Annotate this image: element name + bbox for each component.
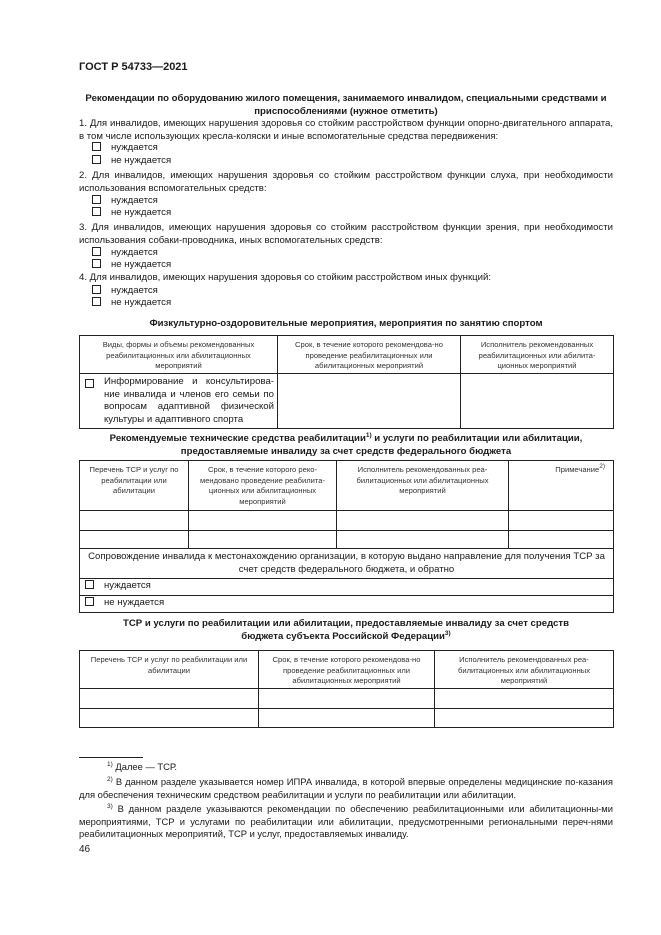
table-cell[interactable] <box>259 689 435 709</box>
table-cell[interactable] <box>80 511 189 531</box>
table-header-cell: Срок, в течение которого рекомендова-но проведение реабилитационных или абилитационных мероприятий <box>259 651 435 689</box>
footnote-divider <box>79 757 143 758</box>
table-cell[interactable] <box>509 531 614 549</box>
table-header-cell: Примечание$^{2)}$ <box>509 461 614 511</box>
footnote-3: $^{3)}$ В данном разделе указываются рекомендации по обеспечению реабилитационными или абилитационны-ми мероприятиями, ТСР и услугами по реабилитации или абилитации, предусмотренными региональными переч-нями реабилитационных мероприятий, ТСР и услуг, предоставляемых инвалиду. <box>79 803 613 839</box>
table-header-cell: Перечень ТСР и услуг по реабилитации или абилитации <box>80 651 259 689</box>
checkbox-icon[interactable] <box>92 195 101 204</box>
table-header-cell: Срок, в течение которого реко-мендовано проведение реабилита-ционных или абилитационных мероприятий <box>189 461 337 511</box>
table-cell[interactable] <box>80 531 189 549</box>
item-2-option-not-needs[interactable]: не нуждается <box>92 207 171 220</box>
escort-option-needs[interactable]: нуждается <box>80 579 614 596</box>
table-cell[interactable] <box>435 689 614 709</box>
item-3-text: 3. Для инвалидов, имеющих нарушения здоровья со стойким расстройством функции зрения, при необходимости использования собаки-проводника, иных вспомогательных средств: <box>79 222 613 246</box>
item-1-option-not-needs[interactable]: не нуждается <box>92 155 171 168</box>
item-2-option-needs[interactable]: нуждается <box>92 195 158 208</box>
table-cell[interactable] <box>259 709 435 728</box>
item-4-text: 4. Для инвалидов, имеющих нарушения здоровья со стойким расстройством иных функций: <box>79 272 492 283</box>
table-header-cell: Исполнитель рекомендованных реабилитационных или абилита-ционных мероприятий <box>461 336 614 374</box>
checkbox-icon[interactable] <box>92 297 101 306</box>
checkbox-icon[interactable] <box>92 207 101 216</box>
standard-number: ГОСТ Р 54733—2021 <box>79 61 188 73</box>
escort-text: Сопровождение инвалида к местонахождению организации, в которую выдано направление для получения ТСР за счет средств федерального бюджета, и обратно <box>88 551 605 575</box>
item-4-option-not-needs[interactable]: не нуждается <box>92 297 171 310</box>
checkbox-icon[interactable] <box>92 259 101 268</box>
table-cell[interactable] <box>337 511 509 531</box>
section1-title: Рекомендации по оборудованию жилого помещения, занимаемого инвалидом, специальными средствами и приспособлениями (нужное отметить) <box>85 93 607 117</box>
section2-title: Физкультурно-оздоровительные мероприятия, мероприятия по занятию спортом <box>149 318 543 329</box>
table-header-cell: Срок, в течение которого рекомендова-но проведение реабилитационных или абилитационных мероприятий <box>278 336 461 374</box>
item-3-option-not-needs[interactable]: не нуждается <box>92 259 171 272</box>
item-3-option-needs[interactable]: нуждается <box>92 247 158 260</box>
page-number: 46 <box>79 844 91 855</box>
table-header-cell: Исполнитель рекомендованных реа-билитационных или абилитационных мероприятий <box>435 651 614 689</box>
table-header-cell: Виды, формы и объемы рекомендованных реабилитационных или абилитационных мероприятий <box>80 336 278 374</box>
footnote-1: $^{1)}$ Далее — ТСР. <box>107 761 178 772</box>
checkbox-icon[interactable] <box>92 155 101 164</box>
checkbox-icon[interactable] <box>92 247 101 256</box>
table-cell[interactable] <box>461 374 614 429</box>
sport-info-cell <box>80 374 278 429</box>
section4-title: ТСР и услуги по реабилитации или абилитации, предоставляемые инвалиду за счет средств бюджета субъекта Российской Федерации$^{3)}$ <box>123 618 569 642</box>
table-header-cell: Исполнитель рекомендованных реа-билитационных или абилитационных мероприятий <box>337 461 509 511</box>
tsr-regional-table <box>79 650 614 728</box>
section3-title: Рекомендуемые технические средства реабилитации$^{1)}$ и услуги по реабилитации или абилитации, предоставляемые инвалиду за счет средств федерального бюджета <box>109 432 583 457</box>
sport-activities-table <box>79 335 614 429</box>
item-2-text: 2. Для инвалидов, имеющих нарушения здоровья со стойким расстройством функции слуха, при необходимости использования вспомогательных средств: <box>79 170 613 194</box>
table-cell[interactable] <box>435 709 614 728</box>
checkbox-icon[interactable] <box>92 285 101 294</box>
checkbox-icon[interactable] <box>85 580 94 589</box>
item-4-option-needs[interactable]: нуждается <box>92 285 158 298</box>
table-cell[interactable] <box>189 511 337 531</box>
table-cell[interactable] <box>337 531 509 549</box>
table-cell[interactable] <box>80 709 259 728</box>
item-1-option-needs[interactable]: нуждается <box>92 142 158 155</box>
footnote-2: $^{2)}$ В данном разделе указывается номер ИПРА инвалида, в которой впервые определены медицинские по-казания для обеспечения техническим средством реабилитации и услуги по реабилитации или абилитации. <box>79 776 613 800</box>
checkbox-icon[interactable] <box>92 142 101 151</box>
escort-option-not-needs[interactable]: не нуждается <box>80 596 614 613</box>
table-cell[interactable] <box>509 511 614 531</box>
checkbox-icon[interactable] <box>85 379 94 388</box>
table-header-cell: Перечень ТСР и услуг по реабилитации или абилитации <box>80 461 189 511</box>
table-cell[interactable] <box>278 374 461 429</box>
table-cell[interactable] <box>189 531 337 549</box>
sport-info-text: Информирование и консультирова-ние инвалида и членов его семьи по вопросам адаптивной физической культуры и адаптивного спорта <box>104 376 274 425</box>
escort-cell <box>80 549 614 579</box>
tsr-federal-table <box>79 460 614 613</box>
item-1-text: 1. Для инвалидов, имеющих нарушения здоровья со стойким расстройством функции опорно-двигательного аппарата, в том числе использующих кресла-коляски и иные вспомогательные средства передвижения: <box>79 118 613 142</box>
table-cell[interactable] <box>80 689 259 709</box>
checkbox-icon[interactable] <box>85 597 94 606</box>
